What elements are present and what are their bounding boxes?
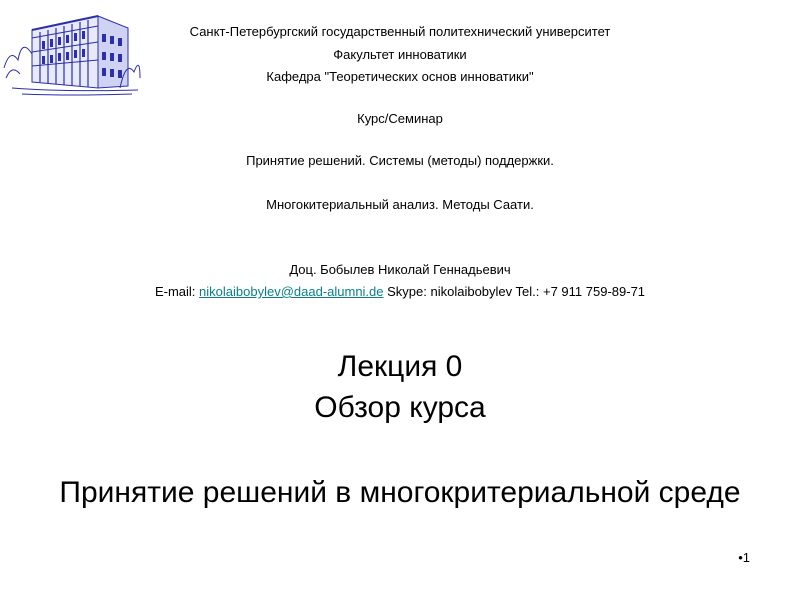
course-title: Принятие решений. Системы (методы) поддержки. [246, 153, 554, 168]
faculty-name: Факультет инноватики [333, 47, 467, 62]
university-name: Санкт-Петербургский государственный политехнический университет [189, 24, 611, 39]
lecture-topic: Многокитериальный анализ. Методы Саати. [266, 197, 534, 212]
contacts-rest: Skype: nikolaibobylev Tel.: +7 911 759-89-71 [387, 284, 646, 299]
email-label: E-mail: [154, 284, 196, 299]
page-number: •1 [738, 550, 750, 565]
lecture-title: Обзор курса [314, 391, 486, 424]
email-link[interactable]: nikolaibobylev@daad-alumni.de [199, 284, 384, 299]
lecturer-name: Доц. Бобылев Николай Геннадьевич [289, 262, 511, 277]
course-type: Курс/Семинар [357, 111, 443, 126]
contacts-line [0, 284, 800, 300]
department-name: Кафедра "Теоретических основ инноватики" [266, 69, 534, 84]
lecture-number: Лекция 0 [337, 350, 463, 383]
slide-subtitle: Принятие решений в многокритериальной среде [59, 476, 741, 509]
